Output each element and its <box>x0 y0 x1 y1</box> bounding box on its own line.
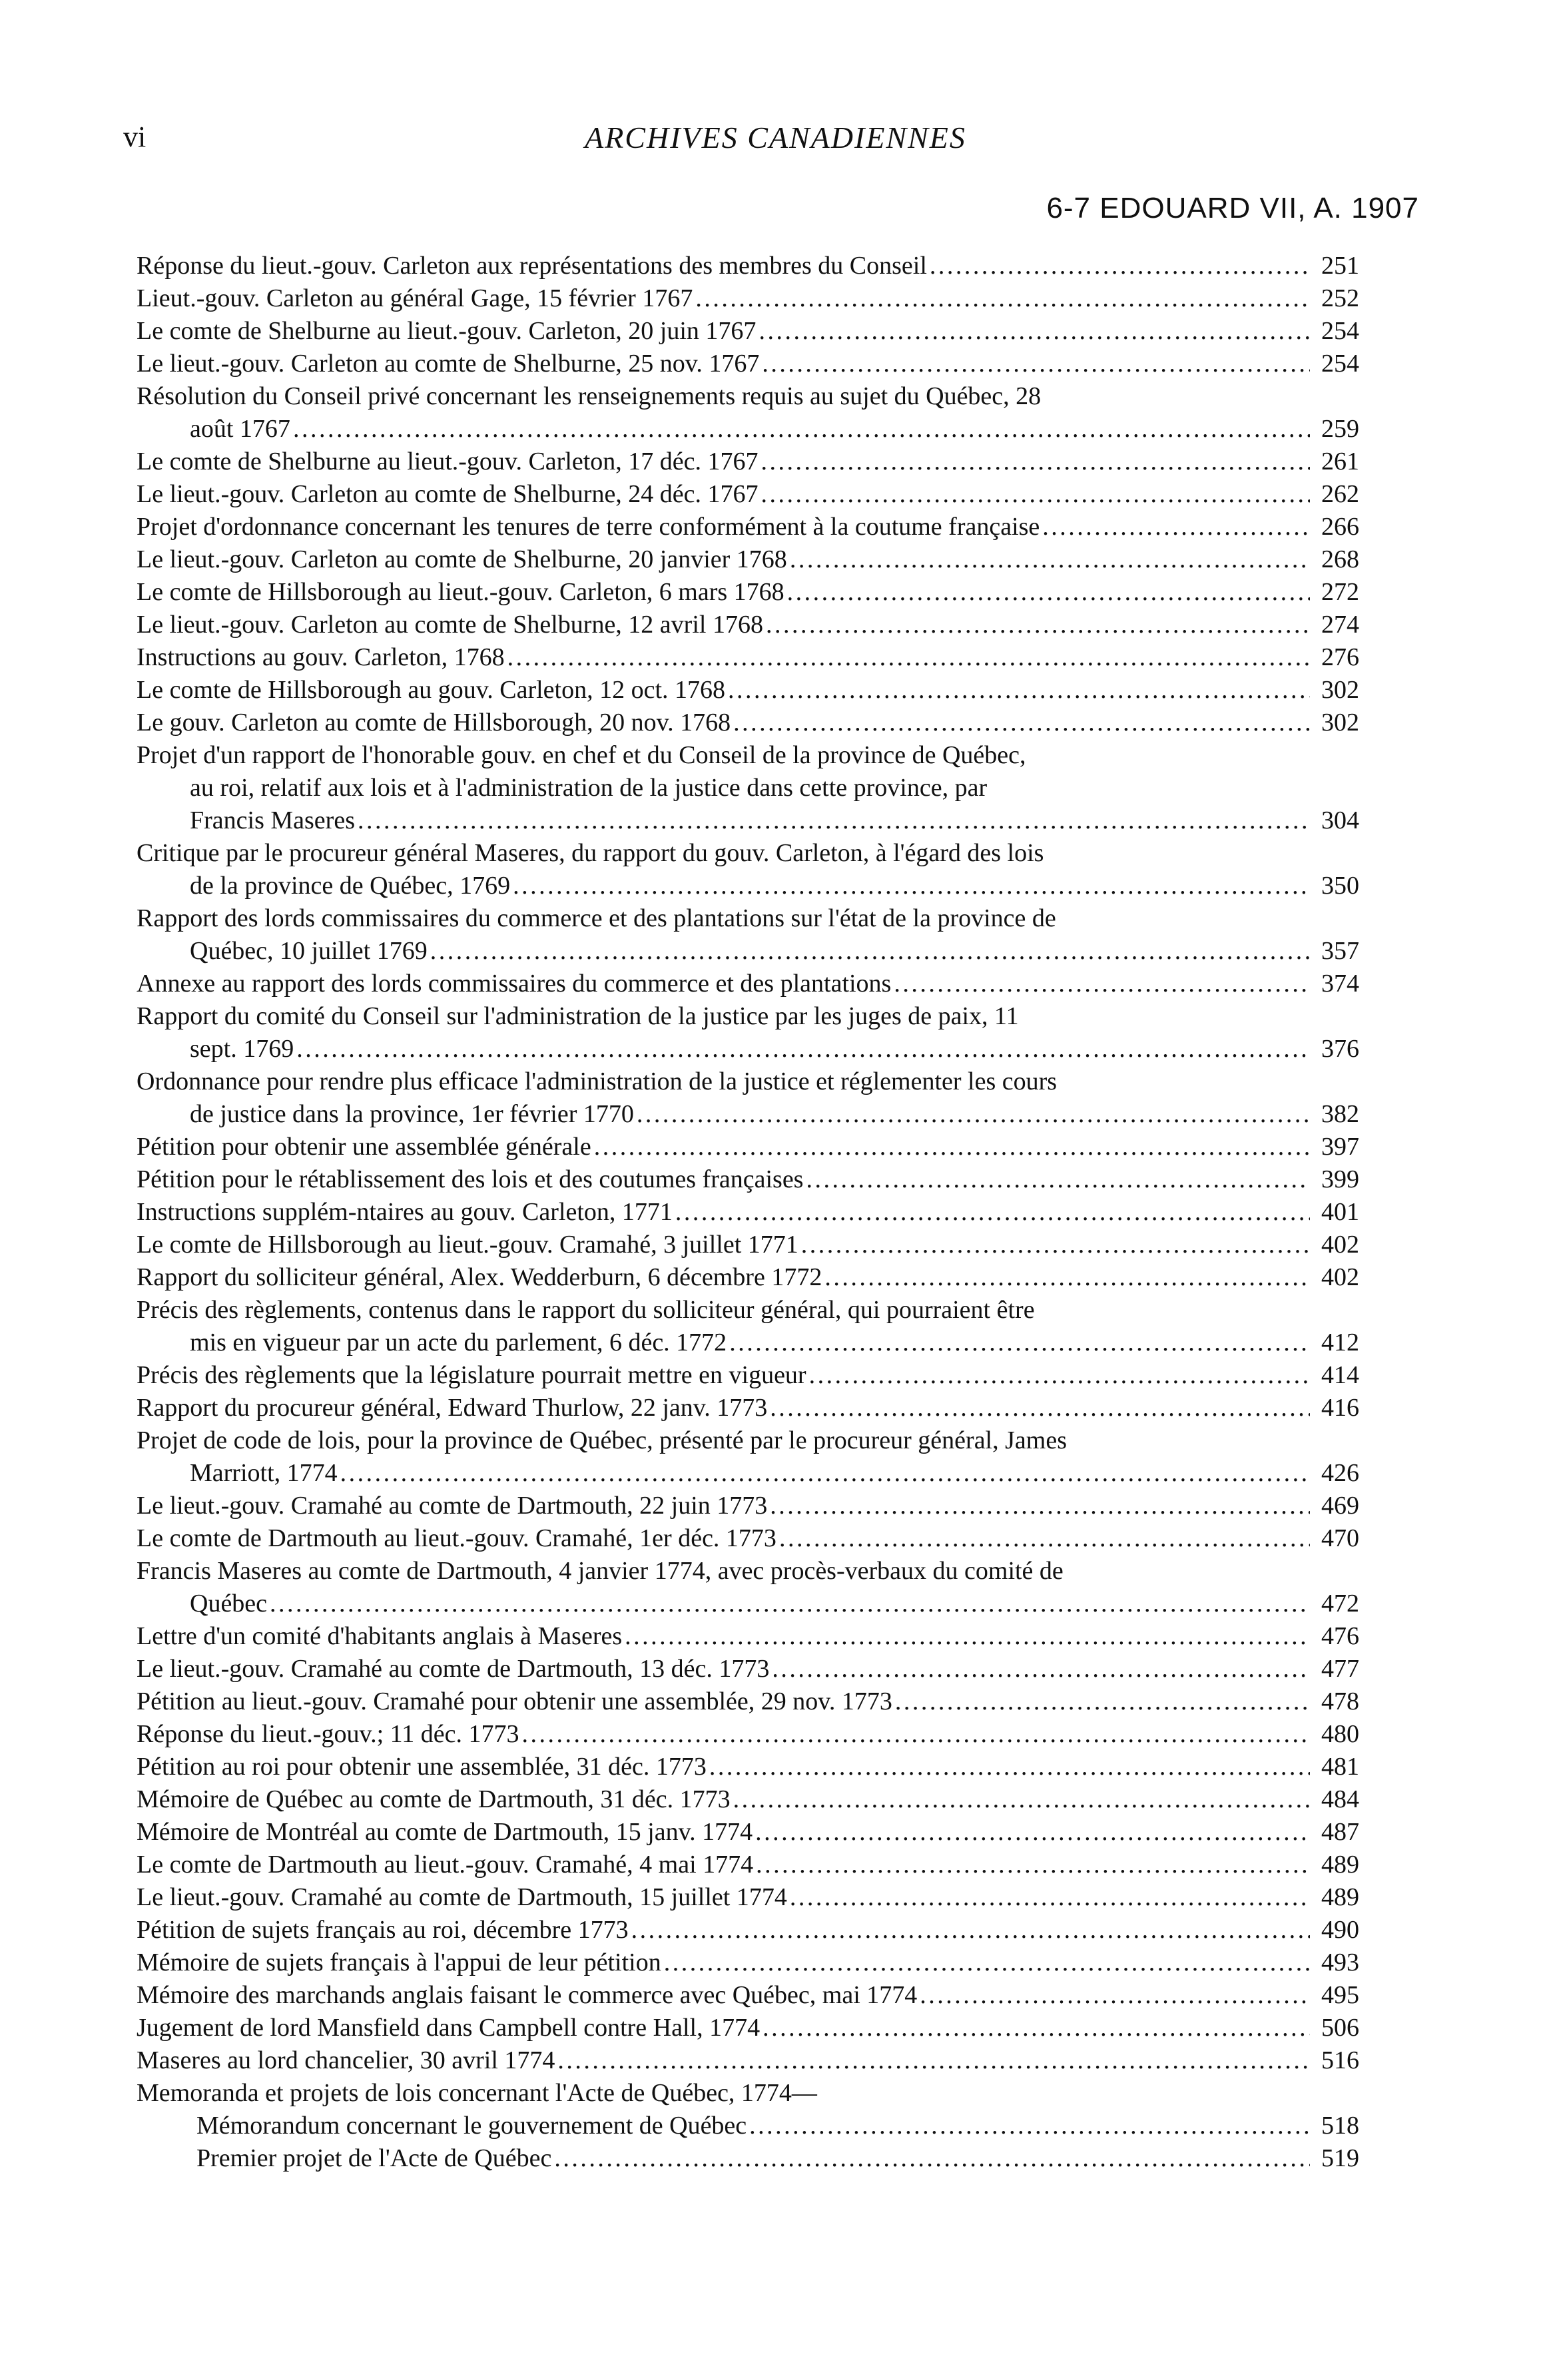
toc-page-number: 274 <box>1321 611 1359 639</box>
toc-page-number: 272 <box>1321 578 1359 606</box>
toc-entry-title: Pétition pour le rétablissement des lois et des coutumes françaises <box>137 1165 804 1193</box>
leader-dots <box>755 1816 1310 1849</box>
toc-entry-line <box>137 446 1359 478</box>
toc-entry-line <box>137 1522 1359 1555</box>
toc-entry-line <box>137 1979 1359 2012</box>
toc-entry-title: Annexe au rapport des lords commissaires du commerce et des plantations <box>137 970 892 998</box>
toc-entry-title: Québec <box>190 1590 268 1618</box>
toc-entry-title: Le lieut.-gouv. Carleton au comte de Shelburne, 24 déc. 1767 <box>137 480 759 508</box>
toc-entry <box>137 543 1359 576</box>
toc-page-number: 477 <box>1321 1655 1359 1683</box>
toc-entry-title: Précis des règlements que la législature pourrait mettre en vigueur <box>137 1361 806 1389</box>
leader-dots <box>790 1881 1310 1914</box>
leader-dots <box>770 1490 1310 1522</box>
leader-dots <box>664 1946 1310 1979</box>
toc-entry-title: Réponse du lieut.-gouv.; 11 déc. 1773 <box>137 1720 519 1748</box>
toc-entry <box>137 641 1359 674</box>
leader-dots <box>637 1098 1310 1131</box>
toc-entry-title: Ordonnance pour rendre plus efficace l'administration de la justice et réglementer les cours <box>137 1067 1058 1095</box>
leader-dots <box>787 576 1310 609</box>
toc-entry <box>137 1555 1359 1620</box>
toc-entry-title: Lettre d'un comité d'habitants anglais à Maseres <box>137 1622 623 1650</box>
toc-entry <box>137 1229 1359 1261</box>
toc-entry <box>137 2077 1359 2110</box>
leader-dots <box>761 446 1310 478</box>
toc-entry-title: Le comte de Hillsborough au lieut.-gouv. Cramahé, 3 juillet 1771 <box>137 1231 798 1259</box>
toc-page-number: 478 <box>1321 1687 1359 1715</box>
leader-dots <box>513 870 1310 902</box>
toc-entry-title: Le comte de Shelburne au lieut.-gouv. Carleton, 20 juin 1767 <box>137 317 757 345</box>
toc-entry <box>137 739 1359 837</box>
toc-page-number: 476 <box>1321 1622 1359 1650</box>
toc-entry-line <box>137 1588 1359 1620</box>
toc-page-number: 469 <box>1321 1492 1359 1520</box>
toc-page-number: 519 <box>1321 2144 1359 2172</box>
toc-entry-title: Le lieut.-gouv. Cramahé au comte de Dartmouth, 22 juin 1773 <box>137 1492 768 1520</box>
toc-page-number: 480 <box>1321 1720 1359 1748</box>
toc-page-number: 495 <box>1321 1981 1359 2009</box>
toc-entry <box>137 315 1359 348</box>
toc-entry <box>137 1816 1359 1849</box>
toc-page-number: 262 <box>1321 480 1359 508</box>
leader-dots <box>733 1783 1310 1816</box>
toc-entry-title: mis en vigueur par un acte du parlement, 6 déc. 1772 <box>190 1329 727 1356</box>
leader-dots <box>296 1033 1310 1065</box>
toc-page-number: 261 <box>1321 447 1359 475</box>
toc-entry-title: Rapport du procureur général, Edward Thurlow, 22 janv. 1773 <box>137 1394 768 1422</box>
toc-entry <box>137 1653 1359 1685</box>
leader-dots <box>358 804 1310 837</box>
toc-entry-title: Memoranda et projets de lois concernant l'Acte de Québec, 1774— <box>137 2079 817 2107</box>
toc-entry-line <box>137 968 1359 1000</box>
page-number: vi <box>123 121 147 153</box>
toc-page-number: 489 <box>1321 1883 1359 1911</box>
toc-entry-title: Rapport des lords commissaires du commerce et des plantations sur l'état de la province de <box>137 904 1056 932</box>
toc-entry-line <box>137 1751 1359 1783</box>
toc-entry <box>137 380 1359 446</box>
toc-entry-line <box>137 1457 1359 1490</box>
leader-dots <box>293 413 1310 446</box>
leader-dots <box>695 282 1310 315</box>
toc-page-number: 374 <box>1321 970 1359 998</box>
toc-entry-title: Critique par le procureur général Maseres, du rapport du gouv. Carleton, à l'égard des lois <box>137 839 1044 867</box>
leader-dots <box>625 1620 1310 1653</box>
toc-page-number: 401 <box>1321 1198 1359 1226</box>
toc-page-number: 481 <box>1321 1753 1359 1781</box>
toc-page-number: 254 <box>1321 350 1359 378</box>
toc-entry-line <box>137 282 1359 315</box>
leader-dots <box>270 1588 1310 1620</box>
toc-entry <box>137 1131 1359 1163</box>
leader-dots <box>507 641 1310 674</box>
toc-entry <box>137 1751 1359 1783</box>
toc-entry-line <box>137 1359 1359 1392</box>
toc-page-number: 402 <box>1321 1231 1359 1259</box>
toc-entry <box>137 1000 1359 1065</box>
toc-page-number: 304 <box>1321 806 1359 834</box>
toc-entry-title: Projet d'ordonnance concernant les tenures de terre conformément à la coutume française <box>137 513 1040 541</box>
leader-dots <box>521 1718 1310 1751</box>
toc-entry <box>137 1424 1359 1490</box>
toc-entry-title: Mémoire des marchands anglais faisant le commerce avec Québec, mai 1774 <box>137 1981 918 2009</box>
toc-entry-line <box>137 707 1359 739</box>
toc-entry-title: au roi, relatif aux lois et à l'administration de la justice dans cette province, par <box>190 774 988 802</box>
toc-entry <box>137 1196 1359 1229</box>
toc-entry-title: Projet d'un rapport de l'honorable gouv. en chef et du Conseil de la province de Québec, <box>137 741 1026 769</box>
toc-entry-line <box>137 1881 1359 1914</box>
toc-entry-line <box>137 315 1359 348</box>
toc-entry-title: Le comte de Hillsborough au lieut.-gouv. Carleton, 6 mars 1768 <box>137 578 784 606</box>
toc-page-number: 382 <box>1321 1100 1359 1128</box>
toc-entry <box>137 837 1359 902</box>
leader-dots <box>761 478 1310 511</box>
toc-entry-title: Le lieut.-gouv. Carleton au comte de Shelburne, 20 janvier 1768 <box>137 545 787 573</box>
toc-page-number: 518 <box>1321 2112 1359 2140</box>
toc-entry <box>137 674 1359 707</box>
leader-dots <box>594 1131 1310 1163</box>
toc-entry-line <box>137 1131 1359 1163</box>
toc-page-number: 302 <box>1321 676 1359 704</box>
toc-entry-title: Pétition au lieut.-gouv. Cramahé pour obtenir une assemblée, 29 nov. 1773 <box>137 1687 892 1715</box>
toc-entry-line <box>137 1392 1359 1424</box>
toc-entry-title: Réponse du lieut.-gouv. Carleton aux représentations des membres du Conseil <box>137 252 927 280</box>
toc-page-number: 472 <box>1321 1590 1359 1618</box>
toc-entry-line <box>137 641 1359 674</box>
toc-page-number: 252 <box>1321 284 1359 312</box>
leader-dots <box>801 1229 1310 1261</box>
leader-dots <box>770 1392 1310 1424</box>
toc-entry-line <box>137 1685 1359 1718</box>
leader-dots <box>675 1196 1310 1229</box>
toc-entry-line <box>137 478 1359 511</box>
leader-dots <box>1042 511 1310 543</box>
toc-entry <box>137 1914 1359 1946</box>
toc-entry <box>137 250 1359 282</box>
toc-entry-title: Projet de code de lois, pour la province de Québec, présenté par le procureur général, James <box>137 1426 1067 1454</box>
toc-entry-line <box>137 2142 1359 2175</box>
toc-entry-title: Le comte de Shelburne au lieut.-gouv. Carleton, 17 déc. 1767 <box>137 447 759 475</box>
toc-entry-title: Le gouv. Carleton au comte de Hillsborough, 20 nov. 1768 <box>137 709 731 737</box>
toc-page-number: 426 <box>1321 1459 1359 1487</box>
toc-page-number: 302 <box>1321 709 1359 737</box>
toc-entry-title: Rapport du comité du Conseil sur l'administration de la justice par les juges de paix, 11 <box>137 1002 1019 1030</box>
toc-page-number: 399 <box>1321 1165 1359 1193</box>
leader-dots <box>749 2110 1310 2142</box>
toc-page-number: 402 <box>1321 1263 1359 1291</box>
toc-page-number: 412 <box>1321 1329 1359 1356</box>
toc-entry-title: Mémorandum concernant le gouvernement de Québec <box>196 2112 747 2140</box>
toc-page-number: 470 <box>1321 1524 1359 1552</box>
toc-entry-title: Le lieut.-gouv. Carleton au comte de Shelburne, 12 avril 1768 <box>137 611 763 639</box>
toc-entry-title: Le comte de Dartmouth au lieut.-gouv. Cramahé, 1er déc. 1773 <box>137 1524 776 1552</box>
toc-entry <box>137 282 1359 315</box>
toc-entry-line <box>137 935 1359 968</box>
toc-entry-line <box>137 543 1359 576</box>
toc-entry <box>137 1065 1359 1131</box>
leader-dots <box>763 2012 1310 2044</box>
leader-dots <box>756 1849 1310 1881</box>
running-title: ARCHIVES CANADIENNES <box>585 121 966 154</box>
leader-dots <box>790 543 1310 576</box>
leader-dots <box>729 1327 1310 1359</box>
toc-page-number: 490 <box>1321 1916 1359 1944</box>
edition-label: 6-7 EDOUARD VII, A. 1907 <box>1046 192 1419 224</box>
toc-entry-title: Rapport du solliciteur général, Alex. Wedderburn, 6 décembre 1772 <box>137 1263 822 1291</box>
toc-page-number: 506 <box>1321 2014 1359 2042</box>
toc-entry <box>137 1946 1359 1979</box>
toc-entry-title: Pétition au roi pour obtenir une assemblée, 31 déc. 1773 <box>137 1753 707 1781</box>
leader-dots <box>772 1653 1310 1685</box>
toc-entry <box>137 348 1359 380</box>
leader-dots <box>554 2142 1310 2175</box>
leader-dots <box>930 250 1310 282</box>
toc-entry <box>137 1979 1359 2012</box>
toc-entry-line <box>137 2044 1359 2077</box>
toc-entry-line <box>137 804 1359 837</box>
toc-page-number: 484 <box>1321 1785 1359 1813</box>
toc-entry <box>137 478 1359 511</box>
toc-entry <box>137 1294 1359 1359</box>
toc-entry <box>137 1522 1359 1555</box>
toc-entry-title: août 1767 <box>190 415 290 443</box>
toc-entry <box>137 1392 1359 1424</box>
toc-entry <box>137 1881 1359 1914</box>
toc-page-number: 414 <box>1321 1361 1359 1389</box>
toc-page-number: 489 <box>1321 1851 1359 1879</box>
toc-entry-line <box>137 1163 1359 1196</box>
toc-entry <box>137 2044 1359 2077</box>
toc-entry <box>137 2110 1359 2142</box>
leader-dots <box>709 1751 1310 1783</box>
toc-page-number: 516 <box>1321 2046 1359 2074</box>
toc-entry-title: de la province de Québec, 1769 <box>190 872 511 900</box>
toc-entry <box>137 1163 1359 1196</box>
toc-entry-line <box>137 609 1359 641</box>
toc-entry-line <box>137 1033 1359 1065</box>
toc-entry-line <box>137 1914 1359 1946</box>
toc-page-number: 397 <box>1321 1133 1359 1161</box>
leader-dots <box>824 1261 1310 1294</box>
leader-dots <box>806 1163 1310 1196</box>
toc-entry-title: Premier projet de l'Acte de Québec <box>196 2144 552 2172</box>
leader-dots <box>733 707 1310 739</box>
toc-entry-title: Résolution du Conseil privé concernant les renseignements requis au sujet du Québec, 28 <box>137 382 1042 410</box>
toc-entry <box>137 707 1359 739</box>
toc-entry-title: Lieut.-gouv. Carleton au général Gage, 15 février 1767 <box>137 284 693 312</box>
toc-entry-title: Jugement de lord Mansfield dans Campbell contre Hall, 1774 <box>137 2014 761 2042</box>
leader-dots <box>631 1914 1310 1946</box>
toc-entry-title: sept. 1769 <box>190 1035 294 1063</box>
toc-entry-line <box>137 1229 1359 1261</box>
toc-entry-title: Maseres au lord chancelier, 30 avril 1774 <box>137 2046 555 2074</box>
toc-entry-title: Mémoire de sujets français à l'appui de leur pétition <box>137 1948 661 1976</box>
leader-dots <box>557 2044 1310 2077</box>
toc-entry <box>137 1849 1359 1881</box>
toc-entry-line <box>137 1849 1359 1881</box>
leader-dots <box>430 935 1310 968</box>
toc-entry-title: Le lieut.-gouv. Cramahé au comte de Dartmouth, 13 déc. 1773 <box>137 1655 770 1683</box>
toc-page-number: 268 <box>1321 545 1359 573</box>
toc-page-number: 266 <box>1321 513 1359 541</box>
toc-entry-line <box>137 1946 1359 1979</box>
leader-dots <box>759 315 1310 348</box>
toc-page-number: 416 <box>1321 1394 1359 1422</box>
toc-entry-line <box>137 1098 1359 1131</box>
toc-entry-title: Instructions supplém-ntaires au gouv. Carleton, 1771 <box>137 1198 673 1226</box>
leader-dots <box>920 1979 1310 2012</box>
toc-page-number: 493 <box>1321 1948 1359 1976</box>
toc-entry-line <box>137 413 1359 446</box>
toc-entry <box>137 446 1359 478</box>
toc-entry-line <box>137 1783 1359 1816</box>
toc-page-number: 254 <box>1321 317 1359 345</box>
leader-dots <box>895 1685 1310 1718</box>
toc-entry-title: Le lieut.-gouv. Cramahé au comte de Dartmouth, 15 juillet 1774 <box>137 1883 787 1911</box>
toc-entry <box>137 609 1359 641</box>
toc-entry-line <box>137 1816 1359 1849</box>
toc-entry-line <box>137 1718 1359 1751</box>
toc-entry-title: Le comte de Hillsborough au gouv. Carleton, 12 oct. 1768 <box>137 676 726 704</box>
toc-entry-title: Francis Maseres <box>190 806 355 834</box>
toc-entry-title: Francis Maseres au comte de Dartmouth, 4 janvier 1774, avec procès-verbaux du comité de <box>137 1557 1064 1585</box>
leader-dots <box>728 674 1310 707</box>
toc-entry-line <box>137 1327 1359 1359</box>
toc-page-number: 376 <box>1321 1035 1359 1063</box>
toc-entry-title: Le lieut.-gouv. Carleton au comte de Shelburne, 25 nov. 1767 <box>137 350 760 378</box>
toc-entry-line <box>137 1620 1359 1653</box>
toc-page-number: 487 <box>1321 1818 1359 1846</box>
toc-entry-title: Pétition pour obtenir une assemblée générale <box>137 1133 591 1161</box>
toc-entry <box>137 1718 1359 1751</box>
toc-entry-title: Le comte de Dartmouth au lieut.-gouv. Cramahé, 4 mai 1774 <box>137 1851 754 1879</box>
toc-entry-title: Mémoire de Québec au comte de Dartmouth, 31 déc. 1773 <box>137 1785 731 1813</box>
toc-entry-line <box>137 1490 1359 1522</box>
toc-entry <box>137 1685 1359 1718</box>
toc-page-number: 259 <box>1321 415 1359 443</box>
toc-entry-line <box>137 1653 1359 1685</box>
toc-entry <box>137 1620 1359 1653</box>
toc-entry-title: Pétition de sujets français au roi, décembre 1773 <box>137 1916 629 1944</box>
toc-entry-line <box>137 2110 1359 2142</box>
toc-entry-title: Mémoire de Montréal au comte de Dartmouth, 15 janv. 1774 <box>137 1818 753 1846</box>
leader-dots <box>762 348 1310 380</box>
toc-page-number: 357 <box>1321 937 1359 965</box>
table-of-contents <box>137 250 1359 2175</box>
toc-entry <box>137 1359 1359 1392</box>
toc-entry <box>137 2012 1359 2044</box>
toc-page-number: 350 <box>1321 872 1359 900</box>
toc-entry-line <box>137 250 1359 282</box>
toc-entry <box>137 2142 1359 2175</box>
leader-dots <box>340 1457 1310 1490</box>
toc-entry-line <box>137 511 1359 543</box>
toc-entry-line <box>137 1261 1359 1294</box>
leader-dots <box>894 968 1310 1000</box>
toc-entry-line <box>137 348 1359 380</box>
toc-entry-line <box>137 576 1359 609</box>
toc-entry-title: Instructions au gouv. Carleton, 1768 <box>137 643 505 671</box>
toc-entry-line <box>137 2012 1359 2044</box>
toc-entry-line <box>137 1196 1359 1229</box>
toc-entry-title: Québec, 10 juillet 1769 <box>190 937 428 965</box>
toc-entry-line <box>137 674 1359 707</box>
toc-entry <box>137 576 1359 609</box>
toc-entry <box>137 511 1359 543</box>
toc-entry <box>137 1261 1359 1294</box>
toc-entry-title: Marriott, 1774 <box>190 1459 338 1487</box>
leader-dots <box>766 609 1310 641</box>
toc-entry <box>137 1490 1359 1522</box>
toc-entry-title: Précis des règlements, contenus dans le rapport du solliciteur général, qui pourraient être <box>137 1296 1035 1324</box>
toc-entry-line <box>137 2077 1359 2110</box>
toc-entry-title: de justice dans la province, 1er février 1770 <box>190 1100 634 1128</box>
toc-entry <box>137 968 1359 1000</box>
leader-dots <box>809 1359 1310 1392</box>
toc-page-number: 251 <box>1321 252 1359 280</box>
toc-entry-line <box>137 870 1359 902</box>
toc-entry <box>137 902 1359 968</box>
toc-page-number: 276 <box>1321 643 1359 671</box>
leader-dots <box>779 1522 1310 1555</box>
toc-entry <box>137 1783 1359 1816</box>
